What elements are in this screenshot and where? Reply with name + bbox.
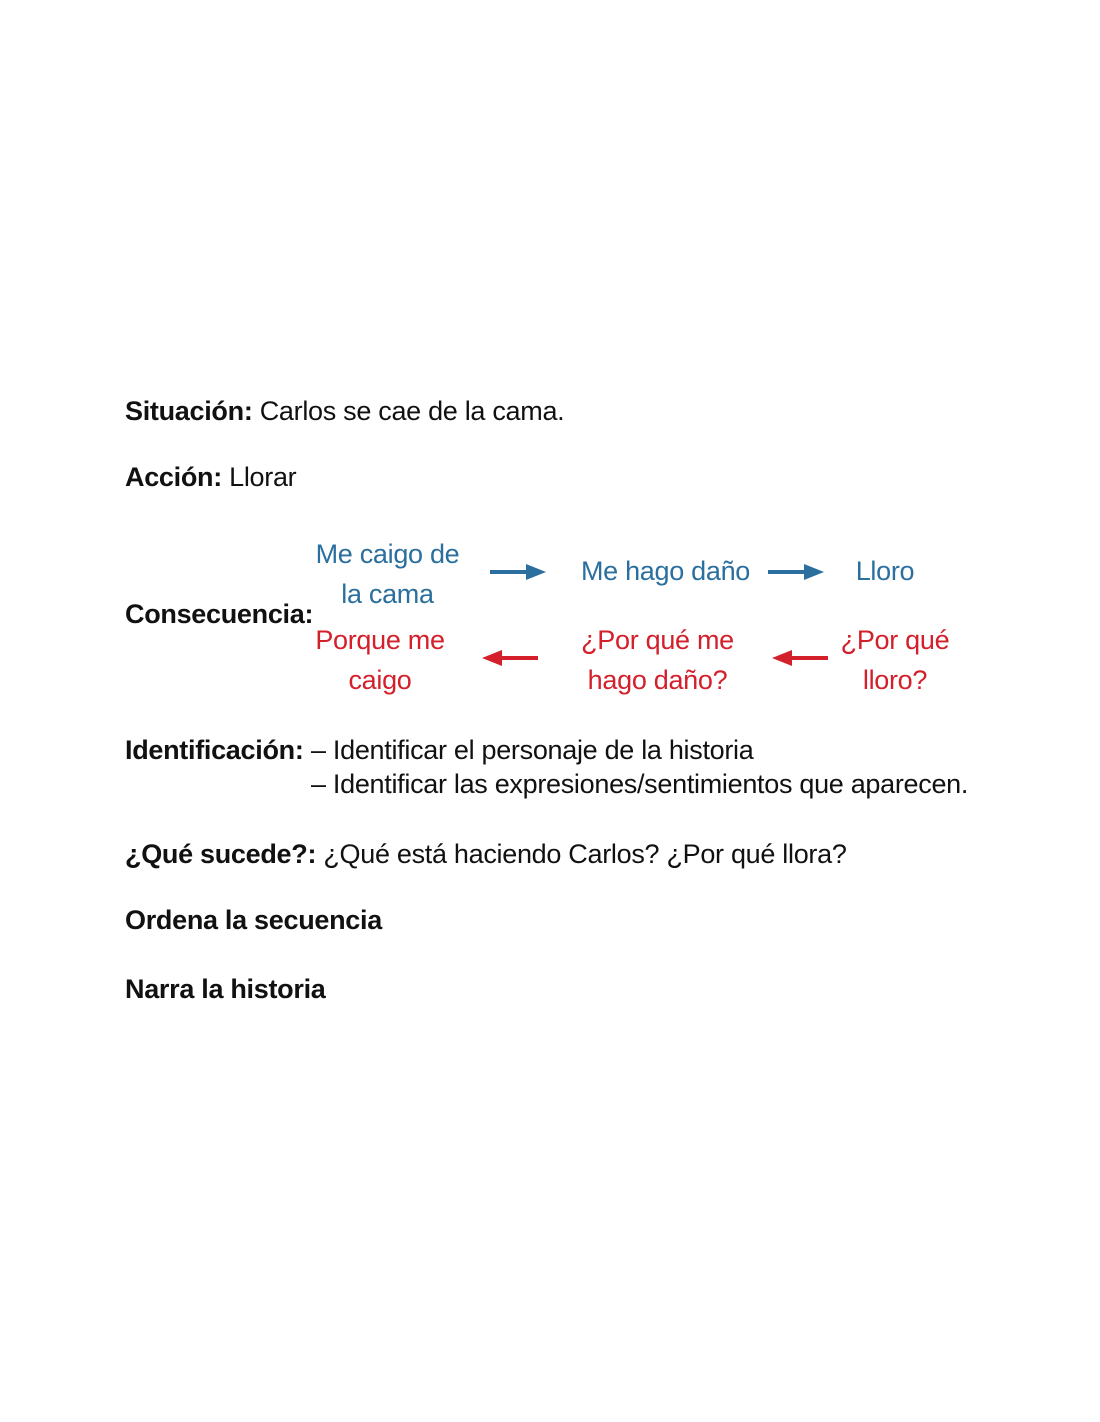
accion-label: Acción: — [125, 462, 222, 492]
flow-step-me-caigo — [300, 534, 475, 614]
que-sucede-label: ¿Qué sucede?: — [125, 839, 317, 869]
flow-step-line2: lloro? — [862, 665, 928, 695]
flow-step-porque-me-caigo — [300, 620, 460, 700]
situacion-label: Situación: — [125, 396, 253, 426]
arrow-left-icon — [770, 648, 830, 668]
flow-step-line2: caigo — [348, 665, 412, 695]
flow-step-line2: la cama — [341, 579, 434, 609]
flow-step-line1: Lloro — [855, 556, 915, 586]
consecuencia-label: Consecuencia: — [125, 599, 314, 629]
arrow-right-icon — [488, 562, 548, 582]
arrow-right-icon — [766, 562, 826, 582]
flow-step-line1: Me hago daño — [580, 556, 751, 586]
list-item: – Identificar el personaje de la historia — [311, 735, 754, 765]
identificacion-list — [311, 733, 968, 801]
identificacion-line — [125, 733, 304, 767]
identificacion-label: Identificación: — [125, 735, 304, 765]
flow-step-line1: Me caigo de — [315, 539, 460, 569]
flow-step-me-hago-dano — [568, 551, 763, 591]
que-sucede-text: ¿Qué está haciendo Carlos? ¿Por qué llora? — [323, 839, 847, 869]
ordena-label: Ordena la secuencia — [125, 905, 382, 935]
que-sucede-line — [125, 837, 847, 871]
narra-line — [125, 972, 326, 1006]
accion-line — [125, 460, 296, 494]
flow-step-lloro — [840, 551, 930, 591]
flow-step-line2: hago daño? — [587, 665, 728, 695]
situacion-text: Carlos se cae de la cama. — [259, 396, 565, 426]
flow-step-line1: ¿Por qué me — [581, 625, 734, 655]
list-item: – Identificar las expresiones/sentimientos que aparecen. — [311, 769, 969, 799]
consecuencia-line — [125, 597, 313, 631]
accion-text: Llorar — [229, 462, 297, 492]
flow-step-line1: Porque me — [315, 625, 445, 655]
situacion-line — [125, 394, 564, 428]
narra-label: Narra la historia — [125, 974, 326, 1004]
flow-step-por-que-lloro — [835, 620, 955, 700]
flow-step-line1: ¿Por qué — [840, 625, 950, 655]
ordena-line — [125, 903, 382, 937]
arrow-left-icon — [480, 648, 540, 668]
flow-step-por-que-me-hago-dano — [570, 620, 745, 700]
